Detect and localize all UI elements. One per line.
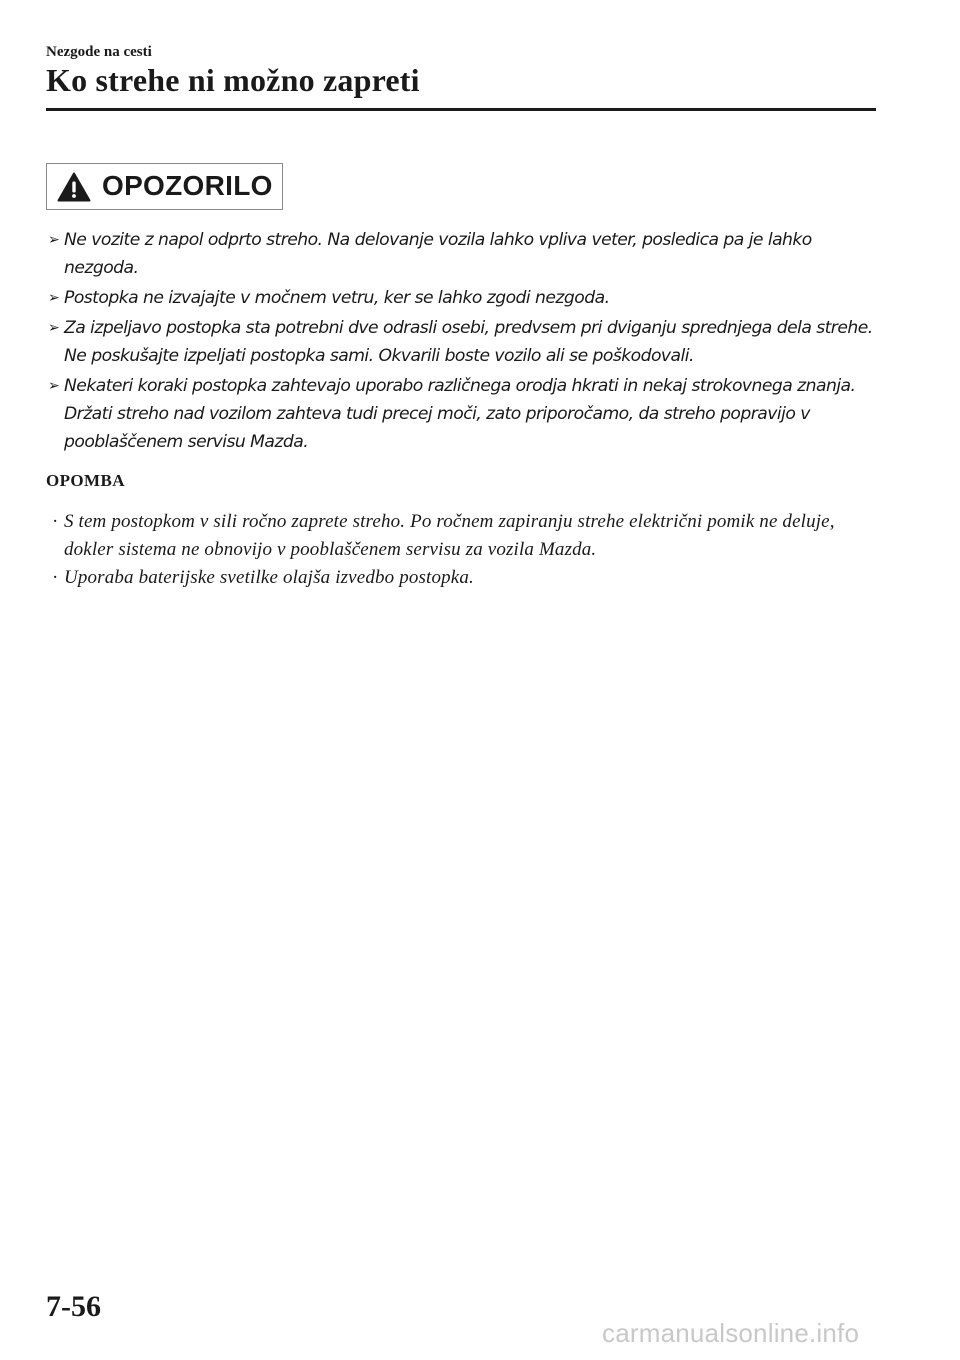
warning-item — [46, 226, 876, 282]
warning-label: OPOZORILO — [102, 170, 273, 201]
note-item-text: S tem postopkom v sili ročno zaprete streho. Po ročnem zapiranju strehe električni pomik ne deluje, dokler sistema ne obnovijo v pooblaščenem servisu za vozila Mazda. — [64, 511, 835, 560]
note-item — [46, 564, 876, 592]
warning-triangle-icon — [57, 172, 91, 202]
page-number: 7-56 — [46, 1290, 101, 1323]
warning-item-text: Ne vozite z napol odprto streho. Na delovanje vozila lahko vpliva veter, posledica pa je lahko nezgoda. — [64, 230, 812, 278]
note-item — [46, 508, 876, 564]
dot-bullet-icon: · — [52, 511, 59, 532]
note-item-text: Uporaba baterijske svetilke olajša izvedbo postopka. — [64, 567, 474, 588]
warning-badge — [46, 163, 283, 210]
page-title: Ko strehe ni možno zapreti — [46, 62, 420, 98]
section-label: Nezgode na cesti — [46, 44, 152, 60]
warning-list — [46, 226, 876, 458]
warning-item-text: Nekateri koraki postopka zahtevajo uporabo različnega orodja hkrati in nekaj strokovnega znanja. Držati streho nad vozilom zahteva tudi precej moči, zato priporočamo, da streho popravijo v pooblaščenem servisu Mazda. — [64, 376, 856, 452]
note-list — [46, 508, 876, 592]
arrow-bullet-icon: ➢ — [48, 232, 60, 248]
dot-bullet-icon: · — [52, 567, 59, 588]
warning-item — [46, 314, 876, 370]
warning-item — [46, 284, 876, 312]
arrow-bullet-icon: ➢ — [48, 378, 60, 394]
arrow-bullet-icon: ➢ — [48, 290, 60, 306]
watermark-text: carmanualsonline.info — [602, 1318, 860, 1348]
arrow-bullet-icon: ➢ — [48, 320, 60, 336]
warning-item-text: Postopka ne izvajajte v močnem vetru, ker se lahko zgodi nezgoda. — [64, 288, 610, 308]
note-heading: OPOMBA — [46, 471, 125, 490]
warning-item-text: Za izpeljavo postopka sta potrebni dve odrasli osebi, predvsem pri dviganju sprednjega dela strehe. Ne poskušajte izpeljati postopka sami. Okvarili boste vozilo ali se poškodovali. — [64, 318, 873, 366]
warning-item — [46, 372, 876, 456]
title-divider — [46, 108, 876, 111]
